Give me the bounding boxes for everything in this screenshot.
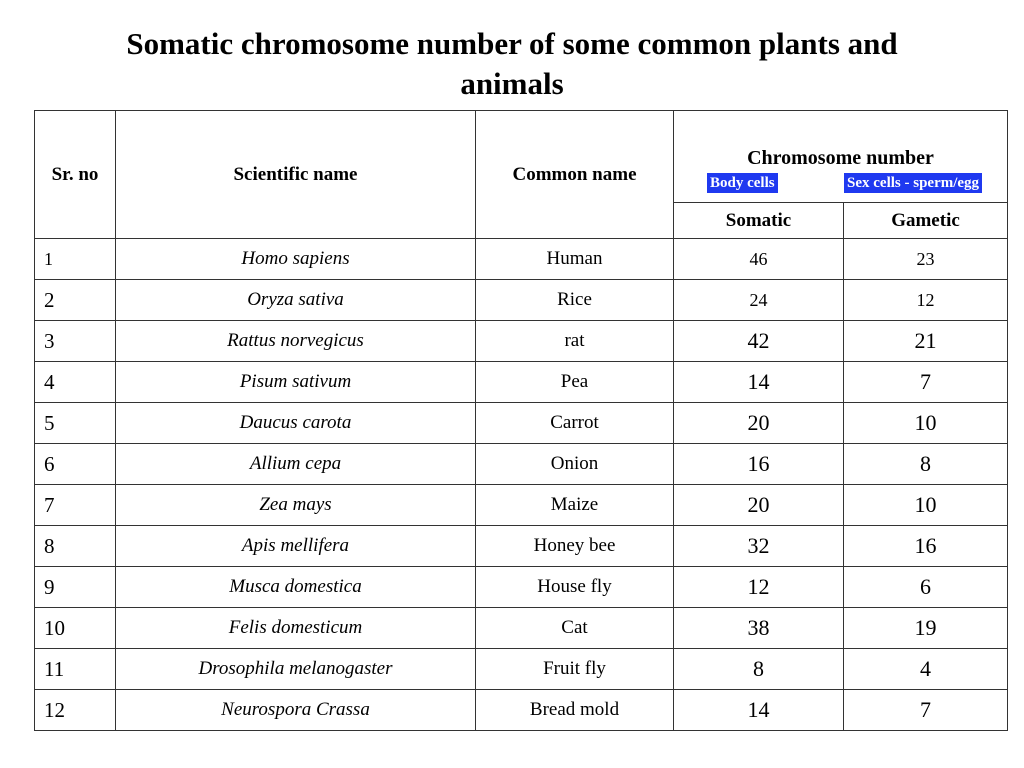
row-gametic: 21 bbox=[844, 321, 1008, 362]
row-gametic: 4 bbox=[844, 649, 1008, 690]
sex-cells-badge: Sex cells - sperm/egg bbox=[844, 173, 982, 193]
row-sr-no: 7 bbox=[35, 485, 116, 526]
body-cells-badge: Body cells bbox=[707, 173, 778, 193]
row-sr-no: 8 bbox=[35, 526, 116, 567]
row-somatic: 14 bbox=[674, 690, 844, 731]
row-sr-no: 1 bbox=[35, 239, 116, 280]
row-somatic: 38 bbox=[674, 608, 844, 649]
row-somatic: 12 bbox=[674, 567, 844, 608]
chromosome-table bbox=[34, 110, 1008, 731]
row-gametic: 7 bbox=[844, 690, 1008, 731]
header-sr-no: Sr. no bbox=[35, 111, 116, 239]
row-common-name: Pea bbox=[476, 362, 674, 403]
table-row bbox=[35, 362, 1008, 403]
row-scientific-name: Oryza sativa bbox=[116, 280, 476, 321]
row-common-name: House fly bbox=[476, 567, 674, 608]
row-sr-no: 12 bbox=[35, 690, 116, 731]
row-scientific-name: Zea mays bbox=[116, 485, 476, 526]
row-scientific-name: Felis domesticum bbox=[116, 608, 476, 649]
table-row bbox=[35, 567, 1008, 608]
row-sr-no: 10 bbox=[35, 608, 116, 649]
page-title bbox=[0, 24, 1024, 104]
header-common-name: Common name bbox=[476, 111, 674, 239]
row-sr-no: 9 bbox=[35, 567, 116, 608]
header-gametic: Gametic bbox=[844, 203, 1008, 239]
header-row bbox=[35, 111, 1008, 203]
row-sr-no: 6 bbox=[35, 444, 116, 485]
table-row bbox=[35, 280, 1008, 321]
row-gametic: 10 bbox=[844, 403, 1008, 444]
table-row bbox=[35, 608, 1008, 649]
row-somatic: 16 bbox=[674, 444, 844, 485]
row-gametic: 19 bbox=[844, 608, 1008, 649]
table-row bbox=[35, 444, 1008, 485]
table-row bbox=[35, 485, 1008, 526]
header-scientific-name: Scientific name bbox=[116, 111, 476, 239]
row-somatic: 46 bbox=[674, 239, 844, 280]
row-somatic: 20 bbox=[674, 403, 844, 444]
row-scientific-name: Daucus carota bbox=[116, 403, 476, 444]
row-somatic: 24 bbox=[674, 280, 844, 321]
row-somatic: 14 bbox=[674, 362, 844, 403]
table-row bbox=[35, 649, 1008, 690]
row-gametic: 23 bbox=[844, 239, 1008, 280]
row-scientific-name: Homo sapiens bbox=[116, 239, 476, 280]
table-header bbox=[35, 111, 1008, 239]
page-title-line-2: animals bbox=[460, 66, 564, 101]
row-somatic: 8 bbox=[674, 649, 844, 690]
header-chromosome-number: Chromosome number bbox=[747, 147, 934, 169]
row-somatic: 42 bbox=[674, 321, 844, 362]
row-common-name: Rice bbox=[476, 280, 674, 321]
header-somatic: Somatic bbox=[674, 203, 844, 239]
row-scientific-name: Apis mellifera bbox=[116, 526, 476, 567]
row-scientific-name: Musca domestica bbox=[116, 567, 476, 608]
row-scientific-name: Rattus norvegicus bbox=[116, 321, 476, 362]
row-gametic: 8 bbox=[844, 444, 1008, 485]
row-scientific-name: Neurospora Crassa bbox=[116, 690, 476, 731]
row-gametic: 6 bbox=[844, 567, 1008, 608]
row-common-name: Carrot bbox=[476, 403, 674, 444]
row-scientific-name: Allium cepa bbox=[116, 444, 476, 485]
page-title-line-1: Somatic chromosome number of some common plants and bbox=[126, 26, 898, 61]
row-sr-no: 4 bbox=[35, 362, 116, 403]
row-scientific-name: Pisum sativum bbox=[116, 362, 476, 403]
table-row bbox=[35, 690, 1008, 731]
row-somatic: 20 bbox=[674, 485, 844, 526]
row-common-name: Onion bbox=[476, 444, 674, 485]
table-body bbox=[35, 239, 1008, 731]
row-sr-no: 11 bbox=[35, 649, 116, 690]
row-gametic: 7 bbox=[844, 362, 1008, 403]
table-row bbox=[35, 526, 1008, 567]
row-common-name: Bread mold bbox=[476, 690, 674, 731]
row-scientific-name: Drosophila melanogaster bbox=[116, 649, 476, 690]
table-row bbox=[35, 321, 1008, 362]
row-sr-no: 5 bbox=[35, 403, 116, 444]
row-common-name: rat bbox=[476, 321, 674, 362]
table-row bbox=[35, 239, 1008, 280]
row-gametic: 12 bbox=[844, 280, 1008, 321]
row-gametic: 16 bbox=[844, 526, 1008, 567]
row-gametic: 10 bbox=[844, 485, 1008, 526]
table-row bbox=[35, 403, 1008, 444]
row-common-name: Honey bee bbox=[476, 526, 674, 567]
row-common-name: Fruit fly bbox=[476, 649, 674, 690]
row-sr-no: 2 bbox=[35, 280, 116, 321]
row-somatic: 32 bbox=[674, 526, 844, 567]
row-common-name: Human bbox=[476, 239, 674, 280]
row-sr-no: 3 bbox=[35, 321, 116, 362]
header-chromosome-number-group bbox=[674, 111, 1008, 203]
row-common-name: Cat bbox=[476, 608, 674, 649]
row-common-name: Maize bbox=[476, 485, 674, 526]
